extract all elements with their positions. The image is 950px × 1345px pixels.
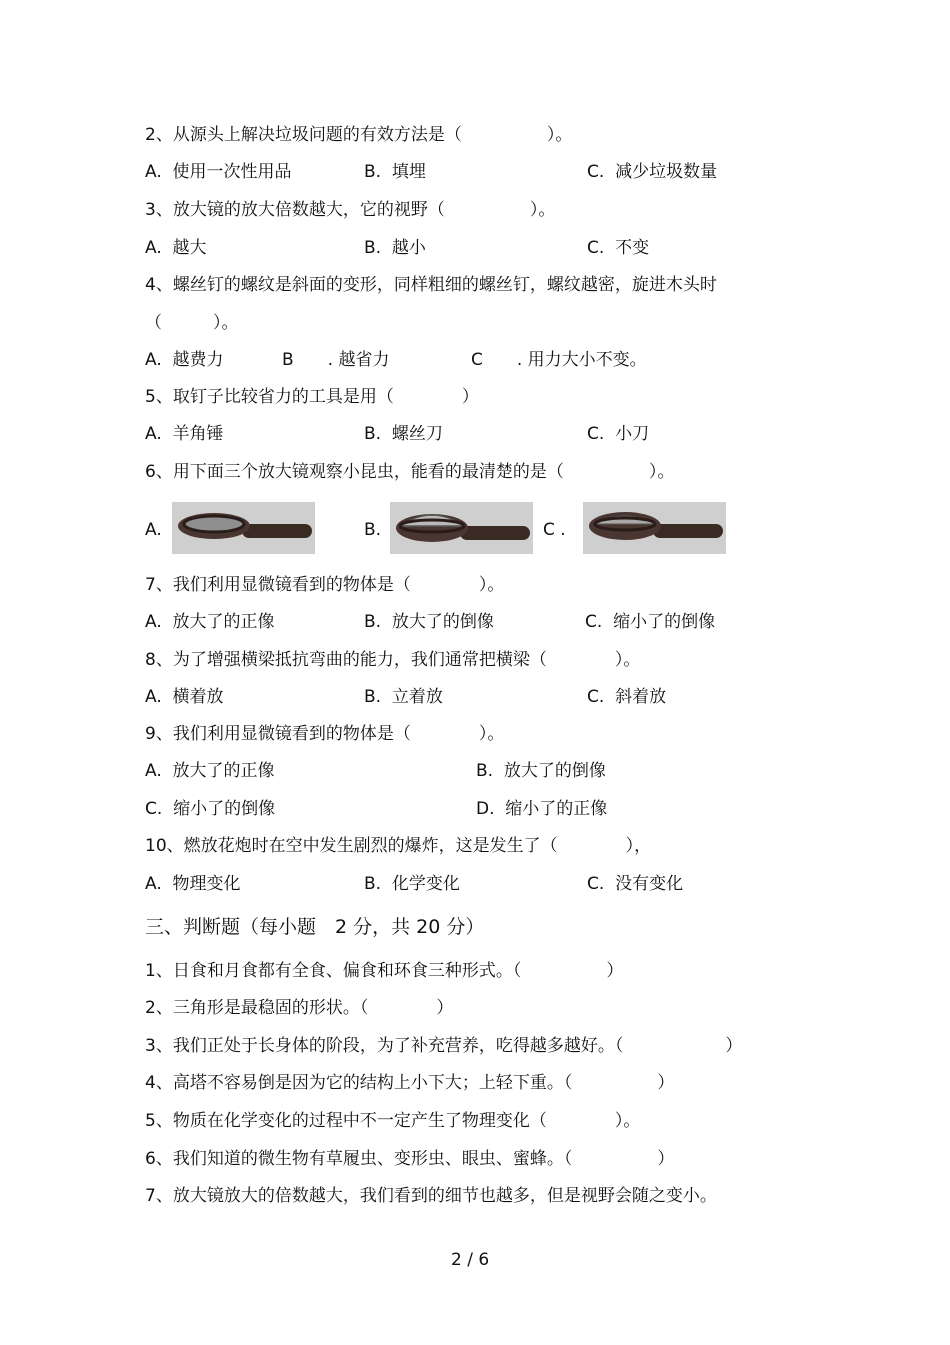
section-3-title: 三、判断题（每小题 2 分，共 20 分） [145, 916, 485, 938]
question-4-stem-continued: （ ）。 [145, 313, 239, 333]
question-10-stem: 10、燃放花炮时在空中发生剧烈的爆炸，这是发生了（ ）， [145, 836, 652, 856]
question-10-option-a: A. 物理变化 [145, 874, 241, 894]
question-8-option-a: A. 横着放 [145, 687, 224, 707]
question-4-option-a: A. 越费力 [145, 350, 224, 370]
question-6-option-c: C . [543, 520, 566, 540]
question-6-option-b: B. [364, 520, 382, 540]
question-7-stem: 7、我们利用显微镜看到的物体是（ ）。 [145, 575, 505, 595]
magnifier-c-image [583, 502, 726, 554]
judgement-item: 7、放大镜放大的倍数越大，我们看到的细节也越多，但是视野会随之变小。 [145, 1186, 717, 1206]
question-2-option-a: A. 使用一次性用品 [145, 162, 292, 182]
question-3-option-a: A. 越大 [145, 238, 207, 258]
question-8-option-b: B. 立着放 [364, 687, 443, 707]
question-9-option-d: D. 缩小了的正像 [476, 799, 608, 819]
judgement-item: 3、我们正处于长身体的阶段，为了补充营养，吃得越多越好。（ ） [145, 1036, 743, 1056]
judgement-item: 1、日食和月食都有全食、偏食和环食三种形式。（ ） [145, 961, 624, 981]
question-5-option-c: C. 小刀 [587, 424, 650, 444]
question-5-option-a: A. 羊角锤 [145, 424, 224, 444]
judgement-item: 2、三角形是最稳固的形状。（ ） [145, 998, 454, 1018]
question-8-stem: 8、为了增强横梁抵抗弯曲的能力，我们通常把横梁（ ）。 [145, 650, 641, 670]
question-9-stem: 9、我们利用显微镜看到的物体是（ ）。 [145, 724, 505, 744]
magnifier-b-image [390, 502, 533, 554]
question-4-stem: 4、螺丝钉的螺纹是斜面的变形，同样粗细的螺丝钉，螺纹越密，旋进木头时 [145, 275, 717, 295]
question-5-option-b: B. 螺丝刀 [364, 424, 443, 444]
judgement-item: 4、高塔不容易倒是因为它的结构上小下大；上轻下重。（ ） [145, 1073, 675, 1093]
judgement-item: 5、物质在化学变化的过程中不一定产生了物理变化（ ）。 [145, 1111, 641, 1131]
question-5-stem: 5、取钉子比较省力的工具是用（ ） [145, 387, 479, 407]
question-9-option-c: C. 缩小了的倒像 [145, 799, 276, 819]
page-number: 2 / 6 [451, 1250, 490, 1270]
judgement-item: 6、我们知道的微生物有草履虫、变形虫、眼虫、蜜蜂。（ ） [145, 1149, 675, 1169]
question-7-option-a: A. 放大了的正像 [145, 612, 275, 632]
question-3-option-c: C. 不变 [587, 238, 650, 258]
question-9-option-a: A. 放大了的正像 [145, 761, 275, 781]
question-7-option-b: B. 放大了的倒像 [364, 612, 494, 632]
question-10-option-b: B. 化学变化 [364, 874, 460, 894]
question-8-option-c: C. 斜着放 [587, 687, 667, 707]
question-2-option-c: C. 减少垃圾数量 [587, 162, 718, 182]
question-6-option-a: A. [145, 520, 162, 540]
question-4-option-b: B . 越省力 [282, 350, 390, 370]
question-2-option-b: B. 填埋 [364, 162, 426, 182]
question-10-option-c: C. 没有变化 [587, 874, 684, 894]
question-3-option-b: B. 越小 [364, 238, 426, 258]
question-2-stem: 2、从源头上解决垃圾问题的有效方法是（ ）。 [145, 125, 573, 145]
question-9-option-b: B. 放大了的倒像 [476, 761, 606, 781]
question-7-option-c: C. 缩小了的倒像 [585, 612, 716, 632]
question-6-stem: 6、用下面三个放大镜观察小昆虫，能看的最清楚的是（ ）。 [145, 462, 675, 482]
question-4-option-c: C . 用力大小不变。 [471, 350, 647, 370]
question-3-stem: 3、放大镜的放大倍数越大，它的视野（ ）。 [145, 200, 556, 220]
magnifier-a-image [172, 502, 315, 554]
